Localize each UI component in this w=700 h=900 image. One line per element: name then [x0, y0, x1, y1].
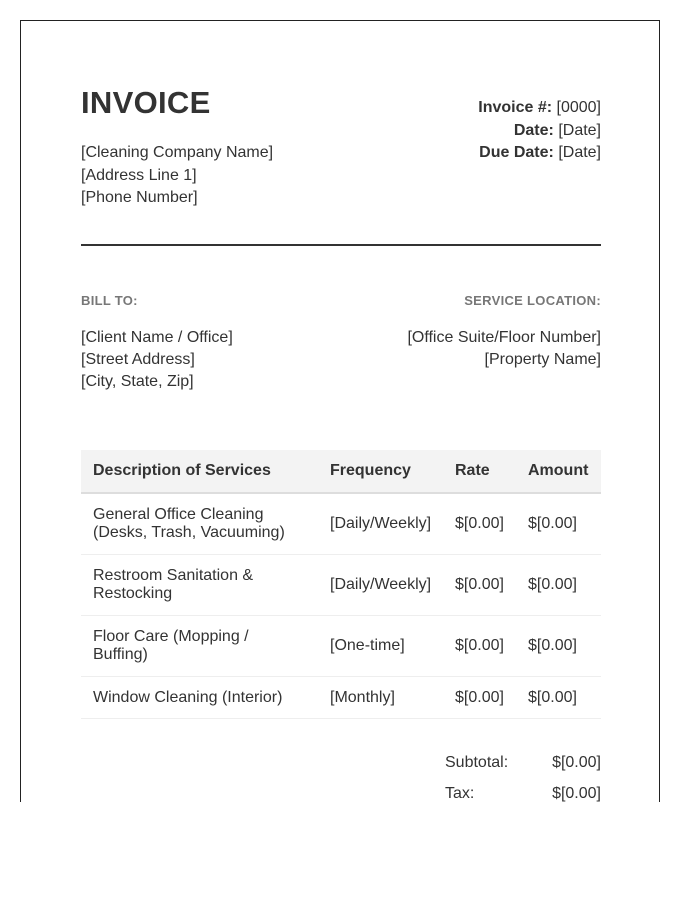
company-address: [Address Line 1] — [81, 166, 197, 184]
row-description — [81, 677, 318, 719]
row-frequency: [Monthly] — [318, 677, 443, 719]
invoice-date-label: Date: — [513, 121, 554, 139]
table-header-row — [81, 450, 601, 493]
row-amount: $[0.00] — [516, 677, 601, 719]
row-rate: $[0.00] — [443, 493, 516, 555]
row-amount: $[0.00] — [516, 555, 601, 616]
subtotal-value: $[0.00] — [552, 754, 601, 771]
client-city: [City, State, Zip] — [81, 373, 194, 390]
company-info — [81, 142, 273, 210]
row-description — [81, 616, 318, 677]
row-description-line: General Office Cleaning — [93, 506, 264, 523]
header-amount: Amount — [516, 450, 601, 493]
row-description-line: (Desks, Trash, Vacuuming) — [93, 524, 285, 541]
due-date-value: [Date] — [558, 144, 601, 161]
row-description — [81, 555, 318, 616]
tax-label: Tax: — [445, 785, 475, 802]
subtotal-label: Subtotal: — [445, 754, 509, 771]
bill-to-label: BILL TO: — [81, 293, 138, 308]
totals-block — [445, 754, 601, 802]
client-name: [Client Name / Office] — [81, 329, 233, 346]
header-description: Description of Services — [81, 450, 318, 493]
table-row — [81, 555, 601, 616]
service-property: [Property Name] — [484, 351, 601, 368]
row-frequency: [Daily/Weekly] — [318, 493, 443, 555]
row-rate: $[0.00] — [443, 555, 516, 616]
row-rate: $[0.00] — [443, 677, 516, 719]
invoice-title: INVOICE — [81, 85, 211, 120]
row-amount: $[0.00] — [516, 616, 601, 677]
services-table — [81, 450, 601, 719]
bill-to-address — [81, 327, 233, 393]
row-description — [81, 493, 318, 555]
row-description-line: Floor Care (Mopping / — [93, 628, 249, 645]
table-row — [81, 677, 601, 719]
invoice-date-value: [Date] — [558, 121, 601, 139]
row-description-line: Restroom Sanitation & — [93, 567, 254, 584]
row-frequency: [Daily/Weekly] — [318, 555, 443, 616]
due-date-row — [478, 142, 601, 165]
service-location-address — [407, 327, 601, 371]
service-suite: [Office Suite/Floor Number] — [407, 329, 601, 346]
row-description-line: Restocking — [93, 585, 173, 602]
tax-value: $[0.00] — [552, 785, 601, 802]
company-name: [Cleaning Company Name] — [81, 144, 274, 161]
invoice-page — [20, 20, 660, 802]
row-amount: $[0.00] — [516, 493, 601, 555]
row-description-line: Window Cleaning (Interior) — [93, 688, 283, 706]
header-rate: Rate — [443, 450, 516, 493]
header-frequency: Frequency — [318, 450, 443, 493]
table-row — [81, 616, 601, 677]
service-location-label: SERVICE LOCATION: — [464, 293, 601, 308]
company-phone: [Phone Number] — [81, 189, 198, 206]
row-description-line: Buffing) — [93, 646, 148, 663]
row-rate: $[0.00] — [443, 616, 516, 677]
table-row — [81, 493, 601, 555]
invoice-number-value: [0000] — [556, 99, 601, 116]
invoice-meta — [478, 97, 601, 165]
subtotal-row — [445, 754, 601, 785]
tax-row — [445, 785, 601, 802]
client-street: [Street Address] — [81, 351, 195, 368]
invoice-number-label: Invoice #: — [478, 99, 553, 116]
row-frequency: [One-time] — [318, 616, 443, 677]
invoice-number-row — [478, 97, 601, 120]
invoice-date-row — [478, 120, 601, 143]
header-divider — [81, 244, 601, 246]
due-date-label: Due Date: — [479, 144, 554, 161]
